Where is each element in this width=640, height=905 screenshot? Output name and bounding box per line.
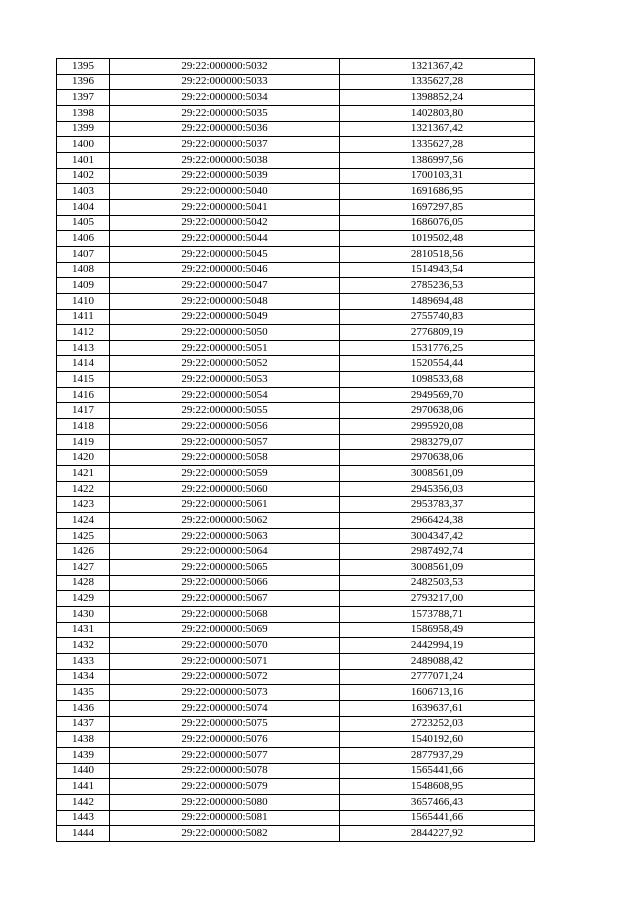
table-row [57, 403, 535, 419]
table-row [57, 419, 535, 435]
row-number-cell: 1439 [57, 747, 110, 763]
row-number-cell: 1402 [57, 168, 110, 184]
cadastral-number-cell: 29:22:000000:5034 [110, 90, 340, 106]
table-row [57, 74, 535, 90]
cadastral-number-cell: 29:22:000000:5052 [110, 356, 340, 372]
table-row [57, 356, 535, 372]
cadastral-number-cell: 29:22:000000:5074 [110, 700, 340, 716]
table-row [57, 560, 535, 576]
cadastral-number-cell: 29:22:000000:5040 [110, 184, 340, 200]
cadastral-number-cell: 29:22:000000:5036 [110, 121, 340, 137]
row-number-cell: 1444 [57, 826, 110, 842]
cadastral-number-cell: 29:22:000000:5045 [110, 246, 340, 262]
cadastral-value-cell: 1606713,16 [340, 685, 535, 701]
cadastral-value-cell: 2945356,03 [340, 481, 535, 497]
table-row [57, 544, 535, 560]
row-number-cell: 1440 [57, 763, 110, 779]
cadastral-number-cell: 29:22:000000:5058 [110, 450, 340, 466]
table-row [57, 105, 535, 121]
table-row [57, 168, 535, 184]
cadastral-value-cell: 3004347,42 [340, 528, 535, 544]
table-row [57, 669, 535, 685]
cadastral-number-cell: 29:22:000000:5051 [110, 340, 340, 356]
cadastral-number-cell: 29:22:000000:5059 [110, 466, 340, 482]
row-number-cell: 1397 [57, 90, 110, 106]
table-row [57, 513, 535, 529]
table-row [57, 215, 535, 231]
cadastral-value-cell: 2777071,24 [340, 669, 535, 685]
cadastral-value-cell: 1548608,95 [340, 779, 535, 795]
cadastral-value-cell: 2987492,74 [340, 544, 535, 560]
cadastral-value-cell: 1335627,28 [340, 137, 535, 153]
table-row [57, 481, 535, 497]
cadastral-number-cell: 29:22:000000:5075 [110, 716, 340, 732]
table-row [57, 450, 535, 466]
cadastral-value-cell: 1565441,66 [340, 810, 535, 826]
cadastral-number-cell: 29:22:000000:5065 [110, 560, 340, 576]
table-row [57, 434, 535, 450]
cadastral-value-cell: 1686076,05 [340, 215, 535, 231]
cadastral-number-cell: 29:22:000000:5080 [110, 794, 340, 810]
cadastral-value-cell: 1489694,48 [340, 293, 535, 309]
cadastral-number-cell: 29:22:000000:5037 [110, 137, 340, 153]
table-row [57, 372, 535, 388]
cadastral-number-cell: 29:22:000000:5076 [110, 732, 340, 748]
row-number-cell: 1408 [57, 262, 110, 278]
cadastral-number-cell: 29:22:000000:5078 [110, 763, 340, 779]
table-row [57, 309, 535, 325]
row-number-cell: 1398 [57, 105, 110, 121]
table-row [57, 747, 535, 763]
row-number-cell: 1430 [57, 606, 110, 622]
table-row [57, 231, 535, 247]
cadastral-value-cell: 2482503,53 [340, 575, 535, 591]
row-number-cell: 1404 [57, 199, 110, 215]
table-row [57, 137, 535, 153]
row-number-cell: 1428 [57, 575, 110, 591]
row-number-cell: 1426 [57, 544, 110, 560]
cadastral-value-cell: 2970638,06 [340, 450, 535, 466]
cadastral-number-cell: 29:22:000000:5048 [110, 293, 340, 309]
cadastral-number-cell: 29:22:000000:5070 [110, 638, 340, 654]
cadastral-number-cell: 29:22:000000:5035 [110, 105, 340, 121]
table-row [57, 59, 535, 75]
cadastral-number-cell: 29:22:000000:5055 [110, 403, 340, 419]
row-number-cell: 1407 [57, 246, 110, 262]
row-number-cell: 1441 [57, 779, 110, 795]
cadastral-number-cell: 29:22:000000:5039 [110, 168, 340, 184]
row-number-cell: 1399 [57, 121, 110, 137]
cadastral-value-cell: 2785236,53 [340, 278, 535, 294]
row-number-cell: 1415 [57, 372, 110, 388]
row-number-cell: 1409 [57, 278, 110, 294]
table-row [57, 779, 535, 795]
row-number-cell: 1436 [57, 700, 110, 716]
table-row [57, 575, 535, 591]
row-number-cell: 1396 [57, 74, 110, 90]
cadastral-value-cell: 2844227,92 [340, 826, 535, 842]
table-row [57, 810, 535, 826]
cadastral-number-cell: 29:22:000000:5071 [110, 653, 340, 669]
cadastral-number-cell: 29:22:000000:5050 [110, 325, 340, 341]
cadastral-value-cell: 1700103,31 [340, 168, 535, 184]
cadastral-number-cell: 29:22:000000:5056 [110, 419, 340, 435]
table-row [57, 653, 535, 669]
cadastral-value-cell: 1697297,85 [340, 199, 535, 215]
table-row [57, 700, 535, 716]
row-number-cell: 1429 [57, 591, 110, 607]
cadastral-number-cell: 29:22:000000:5073 [110, 685, 340, 701]
cadastral-value-cell: 1514943,54 [340, 262, 535, 278]
cadastral-value-cell: 2489088,42 [340, 653, 535, 669]
row-number-cell: 1414 [57, 356, 110, 372]
row-number-cell: 1418 [57, 419, 110, 435]
row-number-cell: 1437 [57, 716, 110, 732]
row-number-cell: 1438 [57, 732, 110, 748]
cadastral-number-cell: 29:22:000000:5033 [110, 74, 340, 90]
cadastral-value-cell: 1565441,66 [340, 763, 535, 779]
cadastral-number-cell: 29:22:000000:5061 [110, 497, 340, 513]
cadastral-number-cell: 29:22:000000:5072 [110, 669, 340, 685]
cadastral-value-cell: 2995920,08 [340, 419, 535, 435]
table-row [57, 199, 535, 215]
table-row [57, 826, 535, 842]
cadastral-value-cell: 2966424,38 [340, 513, 535, 529]
cadastral-number-cell: 29:22:000000:5042 [110, 215, 340, 231]
cadastral-value-cell: 3008561,09 [340, 560, 535, 576]
table-row [57, 528, 535, 544]
cadastral-value-cell: 1398852,24 [340, 90, 535, 106]
cadastral-number-cell: 29:22:000000:5046 [110, 262, 340, 278]
cadastral-value-cell: 1531776,25 [340, 340, 535, 356]
table-row [57, 293, 535, 309]
table-body [57, 59, 535, 842]
row-number-cell: 1435 [57, 685, 110, 701]
cadastral-value-cell: 1321367,42 [340, 121, 535, 137]
table-row [57, 732, 535, 748]
table-row [57, 340, 535, 356]
cadastral-number-cell: 29:22:000000:5077 [110, 747, 340, 763]
cadastral-value-cell: 1402803,80 [340, 105, 535, 121]
cadastral-value-cell: 1335627,28 [340, 74, 535, 90]
table-row [57, 184, 535, 200]
table-row [57, 121, 535, 137]
cadastral-value-cell: 1520554,44 [340, 356, 535, 372]
row-number-cell: 1434 [57, 669, 110, 685]
cadastral-value-cell: 1098533,68 [340, 372, 535, 388]
cadastral-value-cell: 1573788,71 [340, 606, 535, 622]
cadastral-number-cell: 29:22:000000:5032 [110, 59, 340, 75]
cadastral-number-cell: 29:22:000000:5038 [110, 152, 340, 168]
cadastral-value-cell: 2810518,56 [340, 246, 535, 262]
row-number-cell: 1442 [57, 794, 110, 810]
cadastral-value-table [56, 58, 535, 842]
cadastral-value-cell: 2953783,37 [340, 497, 535, 513]
row-number-cell: 1395 [57, 59, 110, 75]
cadastral-value-cell: 2755740,83 [340, 309, 535, 325]
cadastral-number-cell: 29:22:000000:5054 [110, 387, 340, 403]
table-row [57, 325, 535, 341]
row-number-cell: 1400 [57, 137, 110, 153]
cadastral-number-cell: 29:22:000000:5049 [110, 309, 340, 325]
cadastral-number-cell: 29:22:000000:5044 [110, 231, 340, 247]
row-number-cell: 1417 [57, 403, 110, 419]
row-number-cell: 1432 [57, 638, 110, 654]
cadastral-value-cell: 2877937,29 [340, 747, 535, 763]
row-number-cell: 1406 [57, 231, 110, 247]
row-number-cell: 1401 [57, 152, 110, 168]
table-row [57, 90, 535, 106]
table-row [57, 262, 535, 278]
row-number-cell: 1431 [57, 622, 110, 638]
row-number-cell: 1422 [57, 481, 110, 497]
cadastral-value-cell: 2970638,06 [340, 403, 535, 419]
cadastral-number-cell: 29:22:000000:5068 [110, 606, 340, 622]
cadastral-value-cell: 2983279,07 [340, 434, 535, 450]
table-row [57, 387, 535, 403]
table-row [57, 716, 535, 732]
table-row [57, 794, 535, 810]
row-number-cell: 1416 [57, 387, 110, 403]
cadastral-number-cell: 29:22:000000:5062 [110, 513, 340, 529]
cadastral-number-cell: 29:22:000000:5082 [110, 826, 340, 842]
cadastral-value-cell: 2442994,19 [340, 638, 535, 654]
cadastral-value-cell: 2949569,70 [340, 387, 535, 403]
cadastral-number-cell: 29:22:000000:5066 [110, 575, 340, 591]
cadastral-number-cell: 29:22:000000:5079 [110, 779, 340, 795]
cadastral-value-cell: 2776809,19 [340, 325, 535, 341]
row-number-cell: 1413 [57, 340, 110, 356]
cadastral-number-cell: 29:22:000000:5053 [110, 372, 340, 388]
cadastral-number-cell: 29:22:000000:5067 [110, 591, 340, 607]
cadastral-value-cell: 1321367,42 [340, 59, 535, 75]
cadastral-value-cell: 1691686,95 [340, 184, 535, 200]
cadastral-value-cell: 2723252,03 [340, 716, 535, 732]
cadastral-value-cell: 3657466,43 [340, 794, 535, 810]
row-number-cell: 1433 [57, 653, 110, 669]
cadastral-value-cell: 1639637,61 [340, 700, 535, 716]
row-number-cell: 1427 [57, 560, 110, 576]
table-row [57, 246, 535, 262]
table-row [57, 278, 535, 294]
table-row [57, 685, 535, 701]
row-number-cell: 1412 [57, 325, 110, 341]
cadastral-value-cell: 1586958,49 [340, 622, 535, 638]
cadastral-number-cell: 29:22:000000:5069 [110, 622, 340, 638]
row-number-cell: 1423 [57, 497, 110, 513]
row-number-cell: 1421 [57, 466, 110, 482]
cadastral-value-cell: 1019502,48 [340, 231, 535, 247]
cadastral-value-cell: 2793217,00 [340, 591, 535, 607]
table-row [57, 606, 535, 622]
row-number-cell: 1410 [57, 293, 110, 309]
table-row [57, 152, 535, 168]
cadastral-number-cell: 29:22:000000:5063 [110, 528, 340, 544]
table-row [57, 622, 535, 638]
row-number-cell: 1425 [57, 528, 110, 544]
row-number-cell: 1424 [57, 513, 110, 529]
row-number-cell: 1419 [57, 434, 110, 450]
table-row [57, 591, 535, 607]
row-number-cell: 1403 [57, 184, 110, 200]
cadastral-value-cell: 1540192,60 [340, 732, 535, 748]
cadastral-value-cell: 1386997,56 [340, 152, 535, 168]
row-number-cell: 1420 [57, 450, 110, 466]
cadastral-number-cell: 29:22:000000:5064 [110, 544, 340, 560]
cadastral-number-cell: 29:22:000000:5047 [110, 278, 340, 294]
cadastral-number-cell: 29:22:000000:5060 [110, 481, 340, 497]
row-number-cell: 1411 [57, 309, 110, 325]
row-number-cell: 1405 [57, 215, 110, 231]
table-row [57, 497, 535, 513]
cadastral-number-cell: 29:22:000000:5041 [110, 199, 340, 215]
table-row [57, 638, 535, 654]
cadastral-value-cell: 3008561,09 [340, 466, 535, 482]
cadastral-number-cell: 29:22:000000:5081 [110, 810, 340, 826]
table-row [57, 466, 535, 482]
row-number-cell: 1443 [57, 810, 110, 826]
table-row [57, 763, 535, 779]
cadastral-number-cell: 29:22:000000:5057 [110, 434, 340, 450]
